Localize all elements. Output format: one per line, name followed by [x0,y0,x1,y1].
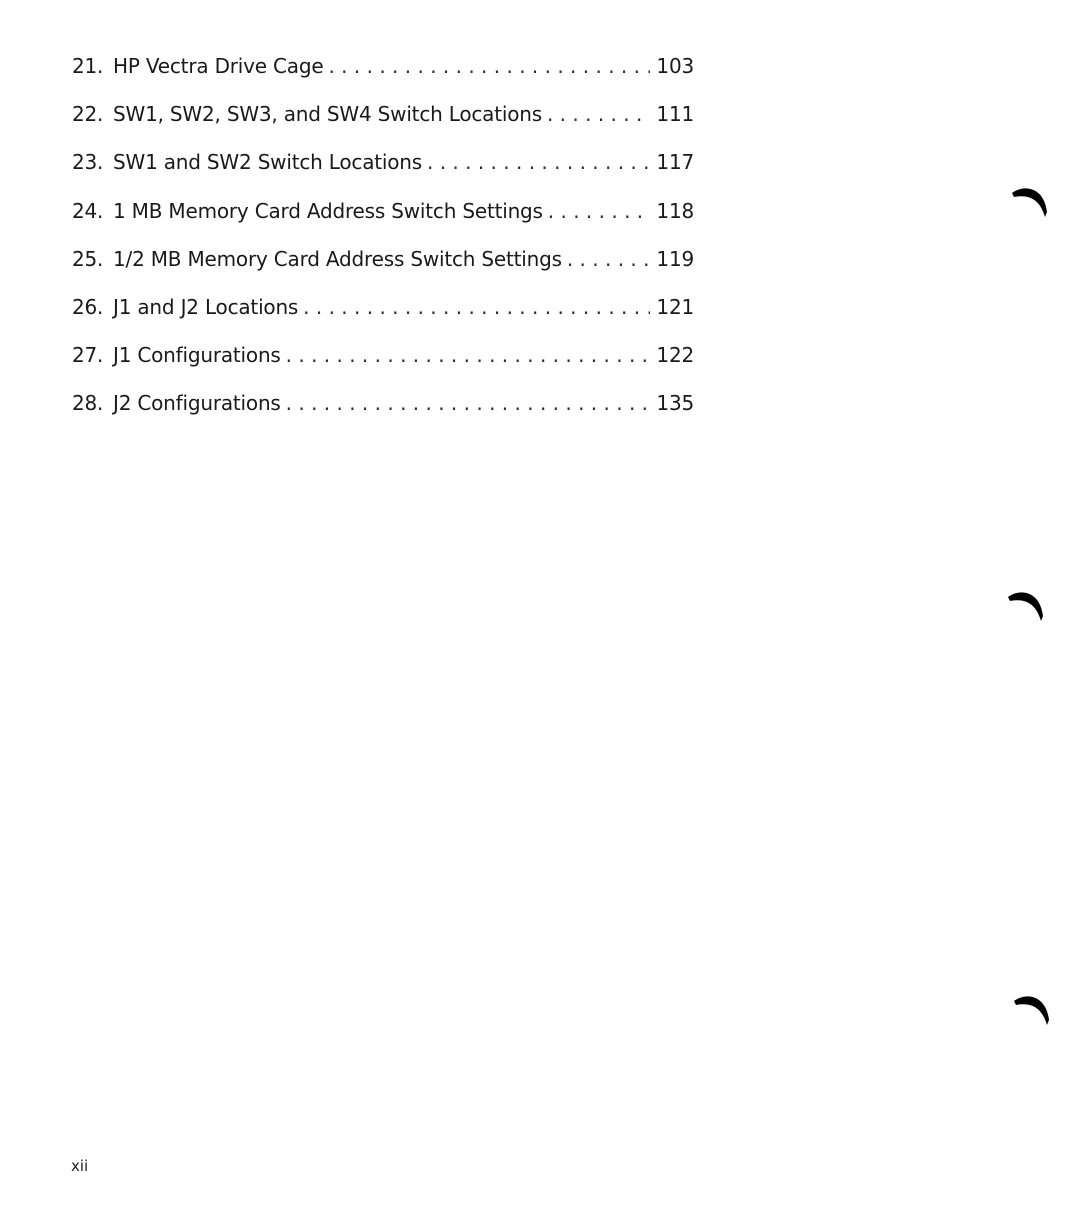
binder-hole-mark [1010,186,1048,218]
entry-number: 24. [72,198,104,223]
toc-entry[interactable] [72,102,694,150]
dot-leader [286,391,651,415]
entry-number: 26. [72,294,104,319]
entry-page: 121 [656,294,694,319]
entry-page: 103 [656,54,694,78]
toc-entry[interactable] [72,391,694,439]
entry-title: SW1, SW2, SW3, and SW4 Switch Locations [113,102,542,127]
binder-hole-mark [1012,994,1050,1026]
entry-title: 1 MB Memory Card Address Switch Settings [113,198,543,223]
entry-page: 135 [656,391,694,416]
toc-entry[interactable] [72,247,694,295]
entry-page: 111 [656,102,694,127]
entry-number: 25. [72,246,104,271]
table-of-contents [72,54,694,440]
entry-page: 122 [656,343,694,368]
entry-number: 22. [72,102,104,127]
entry-page: 118 [656,198,694,223]
dot-leader [427,150,650,174]
entry-title: 1/2 MB Memory Card Address Switch Settings [113,246,562,271]
dot-leader [547,102,650,126]
dot-leader [548,199,651,223]
toc-entry[interactable] [72,150,694,198]
entry-number: 28. [72,391,104,416]
toc-entry[interactable] [72,343,694,391]
dot-leader [567,247,651,271]
toc-entry[interactable] [72,295,694,343]
dot-leader [328,54,650,78]
binder-hole-mark [1006,590,1044,622]
entry-title: J1 and J2 Locations [113,294,299,319]
toc-entry[interactable] [72,199,694,247]
entry-title: HP Vectra Drive Cage [113,54,324,78]
toc-entry[interactable] [72,54,694,102]
entry-title: J1 Configurations [113,343,281,368]
entry-title: SW1 and SW2 Switch Locations [113,150,422,175]
entry-number: 27. [72,343,104,368]
entry-number: 23. [72,150,104,175]
entry-title: J2 Configurations [113,391,281,416]
page-folio: xii [71,1157,89,1175]
dot-leader [286,343,651,367]
entry-page: 117 [656,150,694,175]
dot-leader [303,295,650,319]
entry-page: 119 [656,246,694,271]
entry-number: 21. [72,54,104,78]
